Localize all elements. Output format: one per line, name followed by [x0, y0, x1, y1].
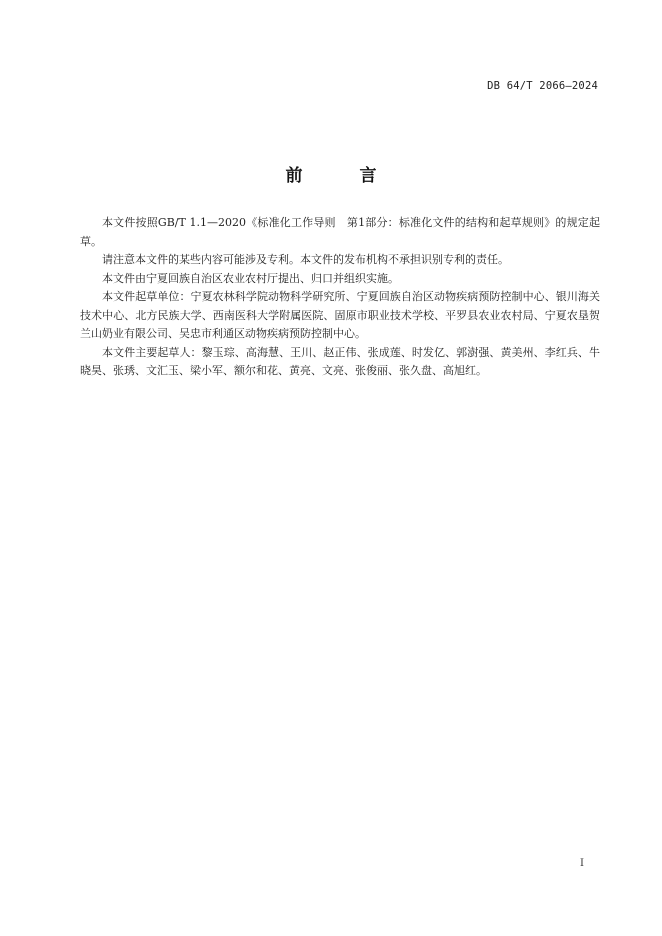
paragraph-drafting-units: 本文件起草单位：宁夏农林科学院动物科学研究所、宁夏回族自治区动物疾病预防控制中心、银川海关技术中心、北方民族大学、西南医科大学附属医院、固原市职业技术学校、平罗县农业农村局、宁夏农垦贺兰山奶业有限公司、吴忠市利通区动物疾病预防控制中心。 [80, 290, 600, 340]
page-number: I [580, 858, 584, 869]
paragraph-drafting-rules: 本文件按照GB/T 1.1—2020《标准化工作导则 第1部分：标准化文件的结构和起草规则》的规定起草。 [80, 216, 600, 248]
paragraph-patent-notice: 请注意本文件的某些内容可能涉及专利。本文件的发布机构不承担识别专利的责任。 [102, 253, 509, 266]
page-title: 前 言 [285, 166, 397, 186]
paragraph-proposer: 本文件由宁夏回族自治区农业农村厅提出、归口并组织实施。 [102, 271, 399, 285]
foreword-body [80, 214, 600, 381]
standard-number: DB 64/T 2066—2024 [487, 80, 598, 92]
paragraph-drafters: 本文件主要起草人：黎玉琮、高海慧、王川、赵正伟、张成莲、时发亿、郭澍强、黄美州、李红兵、牛晓昊、张琇、文汇玉、梁小军、额尔和花、黄亮、文亮、张俊丽、张久盘、高旭红。 [80, 345, 600, 377]
